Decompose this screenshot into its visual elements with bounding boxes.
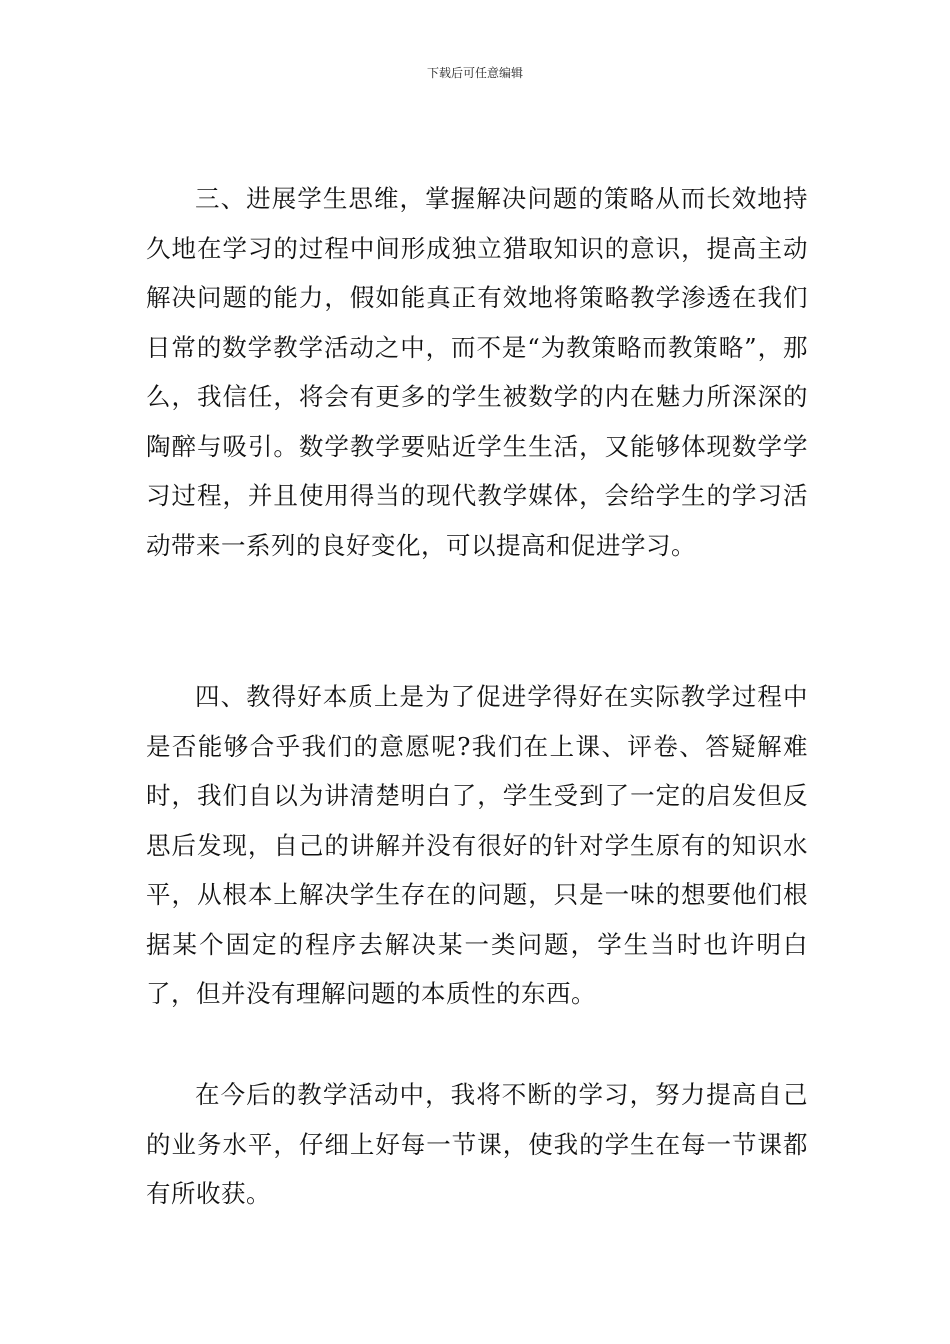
paragraph-strategy-thinking: 三、进展学生思维，掌握解决问题的策略从而长效地持久地在学习的过程中间形成独立猎取知识的意识，提高主动解决问题的能力，假如能真正有效地将策略教学渗透在我们日常的数学教学活动之中，而不是“为教策略而教策略”，那么，我信任，将会有更多的学生被数学的内在魅力所深深的陶醉与吸引。数学教学要贴近学生生活，又能够体现数学学习过程，并且使用得当的现代教学媒体，会给学生的学习活动带来一系列的良好变化，可以提高和促进学习。 bbox=[146, 184, 808, 560]
header-note: 下载后可任意编辑 bbox=[426, 66, 523, 80]
paragraph-future-plan: 在今后的教学活动中，我将不断的学习，努力提高自己的业务水平，仔细上好每一节课，使我的学生在每一节课都有所收获。 bbox=[146, 1080, 808, 1208]
paragraph-teaching-quality: 四、教得好本质上是为了促进学得好在实际教学过程中是否能够合乎我们的意愿呢?我们在上课、评卷、答疑解难时，我们自以为讲清楚明白了，学生受到了一定的启发但反思后发现，自己的讲解并没有很好的针对学生原有的知识水平，从根本上解决学生存在的问题，只是一味的想要他们根据某个固定的程序去解决某一类问题，学生当时也许明白了，但并没有理解问题的本质性的东西。 bbox=[146, 682, 808, 1008]
